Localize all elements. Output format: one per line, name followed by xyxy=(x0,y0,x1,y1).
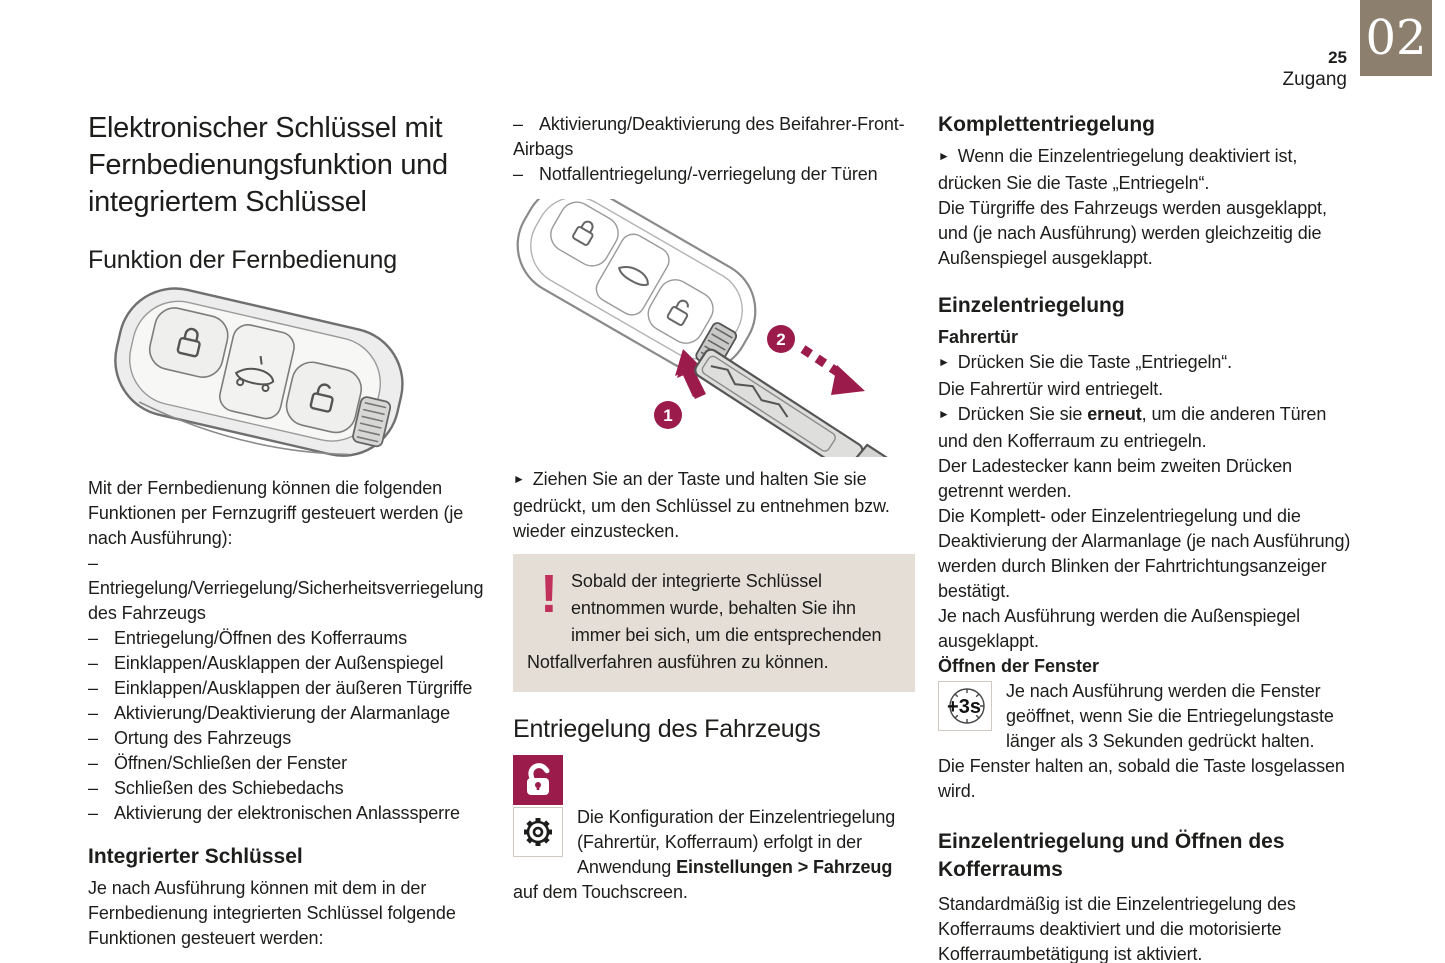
unlock-icon xyxy=(513,755,563,805)
step-2-number: 2 xyxy=(776,330,786,349)
chapter-number: 02 xyxy=(1365,10,1427,66)
list-item: – Entriegelung/Öffnen des Kofferraums xyxy=(88,626,485,651)
dash-icon: – xyxy=(513,114,523,134)
trunk-unlocking-text: Standardmäßig ist die Einzelentriegelung des Kofferraums deaktiviert und die motorisierte Kofferraumbetätigung ist aktiviert. xyxy=(938,894,1296,963)
page-title: Elektronischer Schlüssel mit Fernbedienungsfunktion und integriertem Schlüssel xyxy=(88,112,448,218)
warning-text: Sobald der integrierte Schlüssel entnommen wurde, behalten Sie ihn immer bei sich, um die entsprechenden Notfallverfahren ausführen zu können. xyxy=(527,571,882,672)
complete-unlocking-heading: Komplettentriegelung xyxy=(938,113,1156,136)
dash-icon: – xyxy=(88,553,98,573)
arrow-bullet-icon: ► xyxy=(938,149,950,163)
hold-3-seconds-icon xyxy=(938,681,992,731)
remote-key-illustration xyxy=(88,286,428,466)
integrated-key-list xyxy=(513,112,915,187)
trunk-unlocking-heading: Einzelentriegelung und Öffnen des Kofferraums xyxy=(938,830,1285,881)
list-item: – Einklappen/Ausklappen der äußeren Türgriffe xyxy=(88,676,485,701)
left-column xyxy=(88,110,485,951)
confirmation-text: Die Komplett- oder Einzelentriegelung und die Deaktivierung der Alarmanlage (je nach Ausführung) werden durch Blinken der Fahrtrichtungsanzeiger bestätigt. xyxy=(938,506,1351,601)
driver-door-step1: ► Drücken Sie die Taste „Entriegeln“. xyxy=(938,350,1358,377)
page-number: 25 xyxy=(1328,48,1347,67)
warning-icon: ! xyxy=(540,564,558,624)
config-paragraph: Die Konfiguration der Einzelentriegelung (Fahrertür, Kofferraum) erfolgt in der Anwendung Einstellungen > Fahrzeug auf dem Touchscreen. xyxy=(513,807,896,902)
integrated-key-text: Je nach Ausführung können mit dem in der Fernbedienung integrierten Schlüssel folgende Funktionen gesteuert werden: xyxy=(88,878,456,948)
open-windows-heading: Öffnen der Fenster xyxy=(938,656,1100,676)
complete-unlocking-text: Die Türgriffe des Fahrzeugs werden ausgeklappt, und (je nach Ausführung) werden gleichzeitig die Außenspiegel ausgeklappt. xyxy=(938,198,1327,268)
remote-intro: Mit der Fernbedienung können die folgenden Funktionen per Fernzugriff gesteuert werden (je nach Ausführung): xyxy=(88,478,464,548)
dash-icon: – xyxy=(88,778,98,798)
remote-function-heading: Funktion der Fernbedienung xyxy=(88,246,397,274)
list-item: – Öffnen/Schließen der Fenster xyxy=(88,751,485,776)
dash-icon: – xyxy=(88,703,98,723)
windows-stop-text: Die Fenster halten an, sobald die Taste losgelassen wird. xyxy=(938,756,1345,801)
arrow-bullet-icon: ► xyxy=(513,472,525,486)
blade-instruction: ► Ziehen Sie an der Taste und halten Sie sie gedrückt, um den Schlüssel zu entnehmen bzw. wieder einzustecken. xyxy=(513,469,890,541)
charging-plug-text: Der Ladestecker kann beim zweiten Drücken getrennt werden. xyxy=(938,456,1293,501)
list-item: – Einklappen/Ausklappen der Außenspiegel xyxy=(88,651,485,676)
page-header xyxy=(1283,48,1347,92)
dash-icon: – xyxy=(88,628,98,648)
list-item: –Entriegelung/Verriegelung/Sicherheitsverriegelung des Fahrzeugs xyxy=(88,553,484,623)
remote-function-list xyxy=(88,551,485,826)
list-item: – Aktivierung der elektronischen Anlasssperre xyxy=(88,801,485,826)
chapter-tab xyxy=(1360,0,1432,76)
mirror-text: Je nach Ausführung werden die Außenspiegel ausgeklappt. xyxy=(938,606,1301,651)
list-item: – Schließen des Schiebedachs xyxy=(88,776,485,801)
section-label: Zugang xyxy=(1282,69,1347,90)
driver-door-heading: Fahrertür xyxy=(938,327,1019,347)
list-item: – Ortung des Fahrzeugs xyxy=(88,726,485,751)
middle-column xyxy=(513,112,915,905)
integrated-key-heading: Integrierter Schlüssel xyxy=(88,845,303,868)
dash-icon: – xyxy=(513,164,523,184)
list-item: – Aktivierung/Deaktivierung der Alarmanlage xyxy=(88,701,485,726)
settings-path: Einstellungen > Fahrzeug xyxy=(676,857,893,877)
list-item: – Aktivierung/Deaktivierung des Beifahrer-Front-Airbags xyxy=(513,114,905,159)
step-1-number: 1 xyxy=(663,406,673,425)
list-item: – Notfallentriegelung/-verriegelung der Türen xyxy=(513,162,915,187)
key-blade-removal-illustration xyxy=(513,199,915,457)
complete-unlocking-step: ► Wenn die Einzelentriegelung deaktiviert ist, drücken Sie die Taste „Entriegeln“. xyxy=(938,146,1298,193)
right-column xyxy=(938,112,1358,963)
dash-icon: – xyxy=(88,653,98,673)
dash-icon: – xyxy=(88,728,98,748)
dash-icon: – xyxy=(88,753,98,773)
arrow-bullet-icon: ► xyxy=(938,407,950,421)
driver-door-text1: Die Fahrertür wird entriegelt. xyxy=(938,379,1164,399)
warning-box xyxy=(513,554,915,692)
single-unlocking-heading: Einzelentriegelung xyxy=(938,294,1125,317)
driver-door-step2: ► Drücken Sie sie erneut, um die anderen Türen und den Kofferraum zu entriegeln. xyxy=(938,404,1327,451)
dash-icon: – xyxy=(88,678,98,698)
arrow-bullet-icon: ► xyxy=(938,355,950,369)
open-windows-paragraph: +3s Je nach Ausführung werden die Fenster geöffnet, wenn Sie die Entriegelungstaste länger als 3 Sekunden gedrückt halten. xyxy=(938,679,1358,754)
dash-icon: – xyxy=(88,803,98,823)
gear-icon xyxy=(513,807,563,857)
svg-text:+3s: +3s xyxy=(947,696,981,718)
vehicle-unlocking-heading: Entriegelung des Fahrzeugs xyxy=(513,715,821,743)
